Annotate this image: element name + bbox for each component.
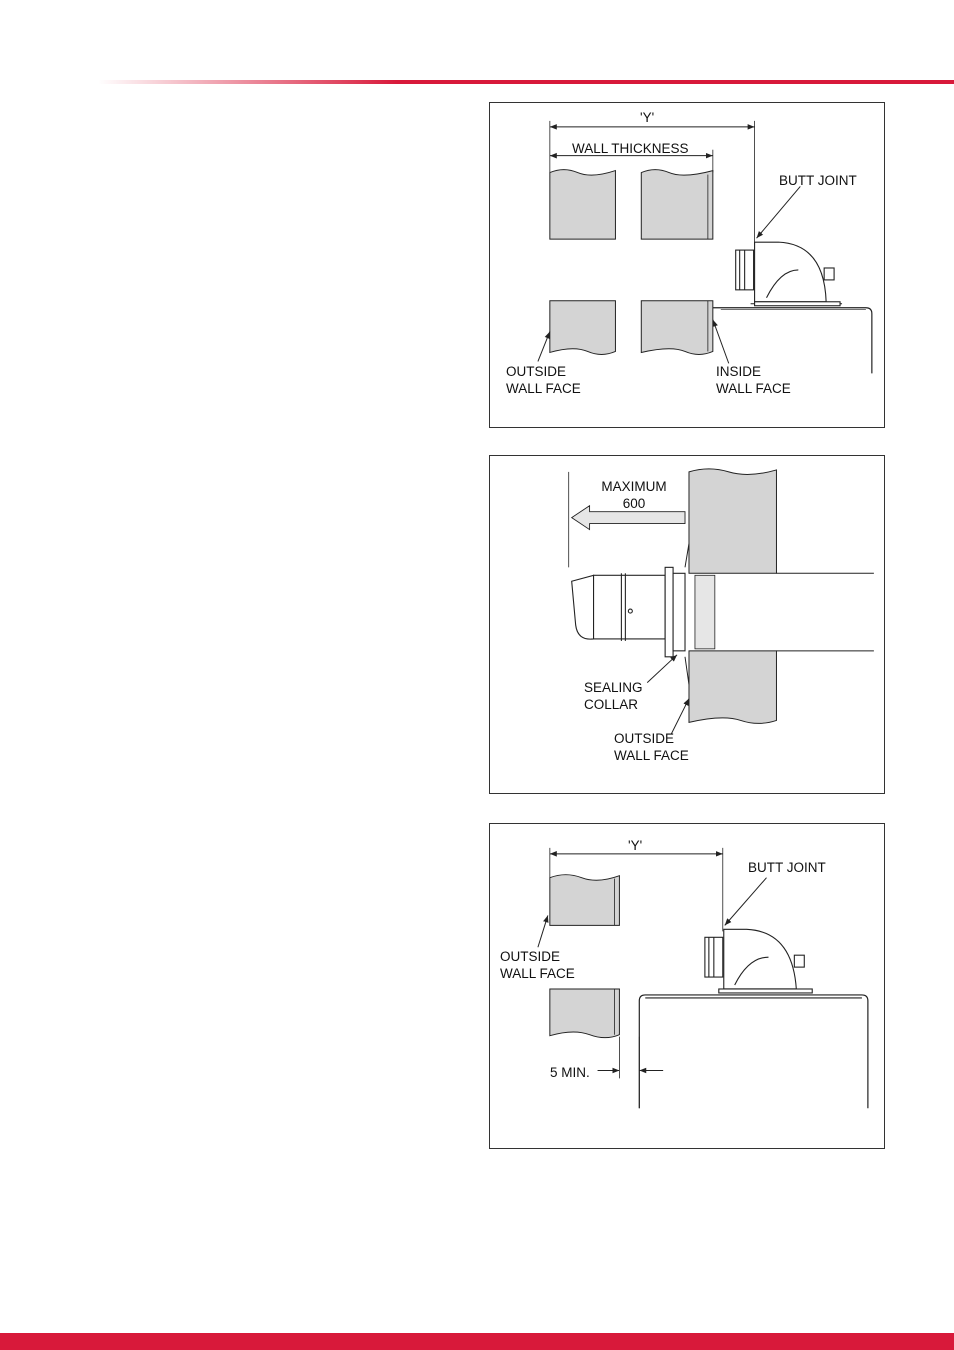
sealing-collar-leader bbox=[647, 655, 677, 683]
outside-wall-face-leader bbox=[671, 699, 689, 735]
outside-wall-face-label: OUTSIDE WALL FACE bbox=[500, 949, 575, 981]
butt-joint-label: BUTT JOINT bbox=[779, 173, 857, 188]
outside-wall-face-label: OUTSIDE WALL FACE bbox=[614, 731, 689, 763]
wall-block-upper bbox=[550, 875, 620, 926]
wall-liner bbox=[695, 575, 715, 649]
inside-wall-face-leader bbox=[713, 320, 729, 364]
wall-block-lower bbox=[550, 989, 620, 1038]
header-rule bbox=[98, 80, 954, 84]
maximum-label: MAXIMUM 600 bbox=[601, 479, 667, 511]
wall-block-lower-outer bbox=[550, 301, 616, 355]
wall-thickness-label: WALL THICKNESS bbox=[572, 141, 689, 156]
wall-block-upper-outer bbox=[550, 170, 616, 240]
flue-elbow bbox=[705, 929, 812, 993]
footer-bar bbox=[0, 1333, 954, 1350]
y-dimension-label: 'Y' bbox=[640, 110, 655, 125]
wall-block-lower bbox=[689, 651, 776, 724]
flue-elbow bbox=[736, 242, 842, 306]
flue-terminal bbox=[572, 567, 685, 656]
inside-wall-face-label: INSIDE WALL FACE bbox=[716, 364, 791, 396]
min-clearance-label: 5 MIN. bbox=[550, 1065, 590, 1080]
wall-block-upper-inner bbox=[641, 170, 713, 240]
sealing-collar-label: SEALING COLLAR bbox=[584, 680, 643, 712]
y-dimension-label: 'Y' bbox=[628, 838, 643, 853]
wall-block-lower-inner bbox=[641, 301, 713, 355]
figure-flue-outside-wall bbox=[489, 455, 885, 794]
butt-joint-label: BUTT JOINT bbox=[748, 860, 826, 875]
figure-flue-wall-thickness bbox=[489, 102, 885, 428]
butt-joint-leader bbox=[725, 878, 767, 926]
figure-flue-minimum-clearance bbox=[489, 823, 885, 1149]
butt-joint-leader bbox=[757, 186, 801, 238]
wall-block-upper bbox=[689, 469, 776, 573]
boiler-outline bbox=[639, 995, 868, 1108]
outside-wall-face-leader bbox=[538, 915, 548, 947]
outside-wall-face-leader bbox=[538, 332, 550, 362]
outside-wall-face-label: OUTSIDE WALL FACE bbox=[506, 364, 581, 396]
